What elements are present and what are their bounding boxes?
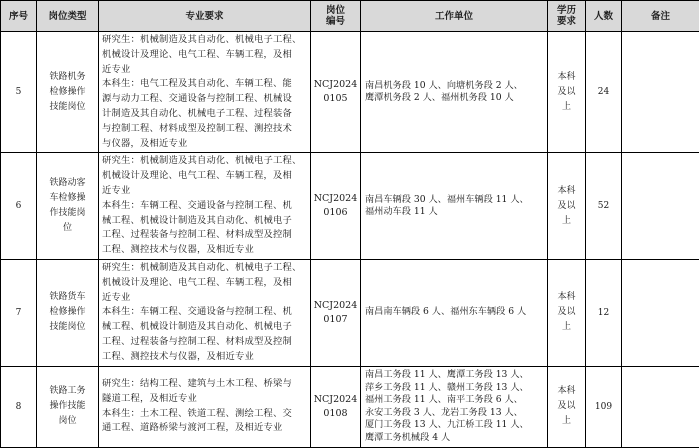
major-line: 工程、过程装备与控制工程、材料成型及控制 [102, 335, 308, 350]
major-line: 工程、过程装备与控制工程、材料成型及控制 [102, 228, 308, 243]
education-line: 及以 [548, 199, 585, 214]
major-line: 机械设计及理论、电气工程、车辆工程，及相 [102, 169, 308, 184]
major-line: 近专业 [102, 291, 308, 306]
work-unit-line: 南昌南车辆段 6 人、福州东车辆段 6 人 [365, 306, 543, 319]
header-row [1, 1, 699, 32]
education-line: 本科 [548, 290, 585, 305]
education-line: 本科 [548, 70, 585, 85]
table-row [1, 259, 699, 366]
work-unit-line: 鹰潭机务段 2 人、福州机务段 10 人 [365, 92, 543, 105]
post-type-cell [37, 366, 99, 447]
education-line: 本科 [548, 184, 585, 199]
note-cell [622, 32, 699, 153]
post-code-line: 0106 [311, 206, 360, 220]
post-code-cell [311, 259, 361, 366]
post-code-line: 0105 [311, 92, 360, 106]
major-line: 工程、测控技术与仪器，及相近专业 [102, 243, 308, 258]
education-cell [548, 259, 586, 366]
post-type-line: 车检修操 [41, 191, 94, 206]
post-type-line: 作技能岗 [41, 206, 94, 221]
post-type-line: 位 [41, 221, 94, 236]
post-code-line: NCJ2024 [311, 78, 360, 92]
work-unit-cell [361, 32, 548, 153]
major-line: 计制造及其自动化、机械电子工程、过程装备 [102, 107, 308, 122]
post-type-cell [37, 153, 99, 260]
post-code-cell [311, 32, 361, 153]
major-line: 与仪器，及相近专业 [102, 137, 308, 152]
post-type-line: 技能岗位 [41, 100, 94, 115]
major-requirement-cell [99, 32, 311, 153]
major-line: 隧道工程，及相近专业 [102, 392, 308, 407]
table-row [1, 32, 699, 153]
post-type-line: 铁路机务 [41, 70, 94, 85]
header-edu: 学历 要求 [548, 1, 586, 32]
seq-cell: 7 [1, 259, 37, 366]
header-note: 备注 [622, 1, 699, 32]
header-count: 人数 [586, 1, 622, 32]
post-type-line: 检修操作 [41, 85, 94, 100]
post-code-line: 0108 [311, 407, 360, 421]
note-cell [622, 153, 699, 260]
post-code-cell [311, 366, 361, 447]
major-line: 械工程、机械设计制造及其自动化、机械电子 [102, 320, 308, 335]
work-unit-line: 南昌车辆段 30 人、福州车辆段 11 人、 [365, 194, 543, 207]
education-line: 本科 [548, 384, 585, 399]
headcount-cell: 12 [586, 259, 622, 366]
work-unit-line: 南昌机务段 10 人、向塘机务段 2 人、 [365, 80, 543, 93]
education-line: 上 [548, 100, 585, 115]
education-cell [548, 153, 586, 260]
work-unit-line: 厦门工务段 13 人、九江桥工段 11 人、 [365, 419, 543, 432]
post-type-cell [37, 259, 99, 366]
post-type-cell [37, 32, 99, 153]
major-line: 近专业 [102, 184, 308, 199]
major-line: 工程、测控技术与仪器，及相近专业 [102, 350, 308, 365]
post-code-line: 0107 [311, 313, 360, 327]
major-requirement-cell [99, 259, 311, 366]
major-requirement-cell [99, 366, 311, 447]
seq-cell: 8 [1, 366, 37, 447]
major-line: 本科生：车辆工程、交通设备与控制工程、机 [102, 305, 308, 320]
major-line: 机械设计及理论、电气工程、车辆工程，及相 [102, 276, 308, 291]
header-unit: 工作单位 [361, 1, 548, 32]
headcount-cell: 52 [586, 153, 622, 260]
major-line: 研究生：结构工程、建筑与土木工程、桥梁与 [102, 377, 308, 392]
work-unit-cell [361, 366, 548, 447]
table-row [1, 153, 699, 260]
major-line: 研究生：机械制造及其自动化、机械电子工程、 [102, 33, 308, 48]
work-unit-cell [361, 259, 548, 366]
post-type-line: 铁路动客 [41, 176, 94, 191]
headcount-cell: 24 [586, 32, 622, 153]
education-line: 上 [548, 414, 585, 429]
work-unit-cell [361, 153, 548, 260]
education-line: 上 [548, 214, 585, 229]
header-seq: 序号 [1, 1, 37, 32]
major-line: 研究生：机械制造及其自动化、机械电子工程、 [102, 154, 308, 169]
major-requirement-cell [99, 153, 311, 260]
education-line: 及以 [548, 399, 585, 414]
education-cell [548, 32, 586, 153]
post-type-line: 岗位 [41, 414, 94, 429]
post-code-line: NCJ2024 [311, 192, 360, 206]
seq-cell: 6 [1, 153, 37, 260]
major-line: 源与动力工程、交通设备与控制工程、机械设 [102, 92, 308, 107]
major-line: 与控制工程、材料成型及控制工程、测控技术 [102, 122, 308, 137]
education-line: 及以 [548, 85, 585, 100]
education-line: 及以 [548, 305, 585, 320]
education-cell [548, 366, 586, 447]
education-line: 上 [548, 320, 585, 335]
header-major: 专业要求 [99, 1, 311, 32]
post-type-line: 检修操作 [41, 305, 94, 320]
post-type-line: 铁路货车 [41, 290, 94, 305]
table-row [1, 366, 699, 447]
headcount-cell: 109 [586, 366, 622, 447]
note-cell [622, 259, 699, 366]
work-unit-line: 福州动车段 11 人 [365, 206, 543, 219]
note-cell [622, 366, 699, 447]
post-code-line: NCJ2024 [311, 299, 360, 313]
major-line: 本科生：土木工程、铁道工程、测绘工程、交 [102, 407, 308, 422]
work-unit-line: 永安工务段 3 人、龙岩工务段 13 人、 [365, 407, 543, 420]
major-line: 近专业 [102, 63, 308, 78]
major-line: 本科生：车辆工程、交通设备与控制工程、机 [102, 199, 308, 214]
post-type-line: 操作技能 [41, 399, 94, 414]
work-unit-line: 福州工务段 11 人、南平工务段 6 人、 [365, 394, 543, 407]
header-type: 岗位类型 [37, 1, 99, 32]
post-code-cell [311, 153, 361, 260]
post-code-line: NCJ2024 [311, 393, 360, 407]
work-unit-line: 鹰潭工务机械段 4 人 [365, 432, 543, 445]
major-line: 机械设计及理论、电气工程、车辆工程，及相 [102, 48, 308, 63]
major-line: 研究生：机械制造及其自动化、机械电子工程、 [102, 261, 308, 276]
major-line: 通工程、道路桥梁与渡河工程，及相近专业 [102, 421, 308, 436]
seq-cell: 5 [1, 32, 37, 153]
major-line: 本科生：电气工程及其自动化、车辆工程、能 [102, 77, 308, 92]
work-unit-line: 萍乡工务段 11 人、赣州工务段 13 人、 [365, 382, 543, 395]
work-unit-line: 南昌工务段 11 人、鹰潭工务段 13 人、 [365, 369, 543, 382]
post-type-line: 铁路工务 [41, 384, 94, 399]
header-code: 岗位 编号 [311, 1, 361, 32]
major-line: 械工程、机械设计制造及其自动化、机械电子 [102, 214, 308, 229]
post-type-line: 技能岗位 [41, 320, 94, 335]
